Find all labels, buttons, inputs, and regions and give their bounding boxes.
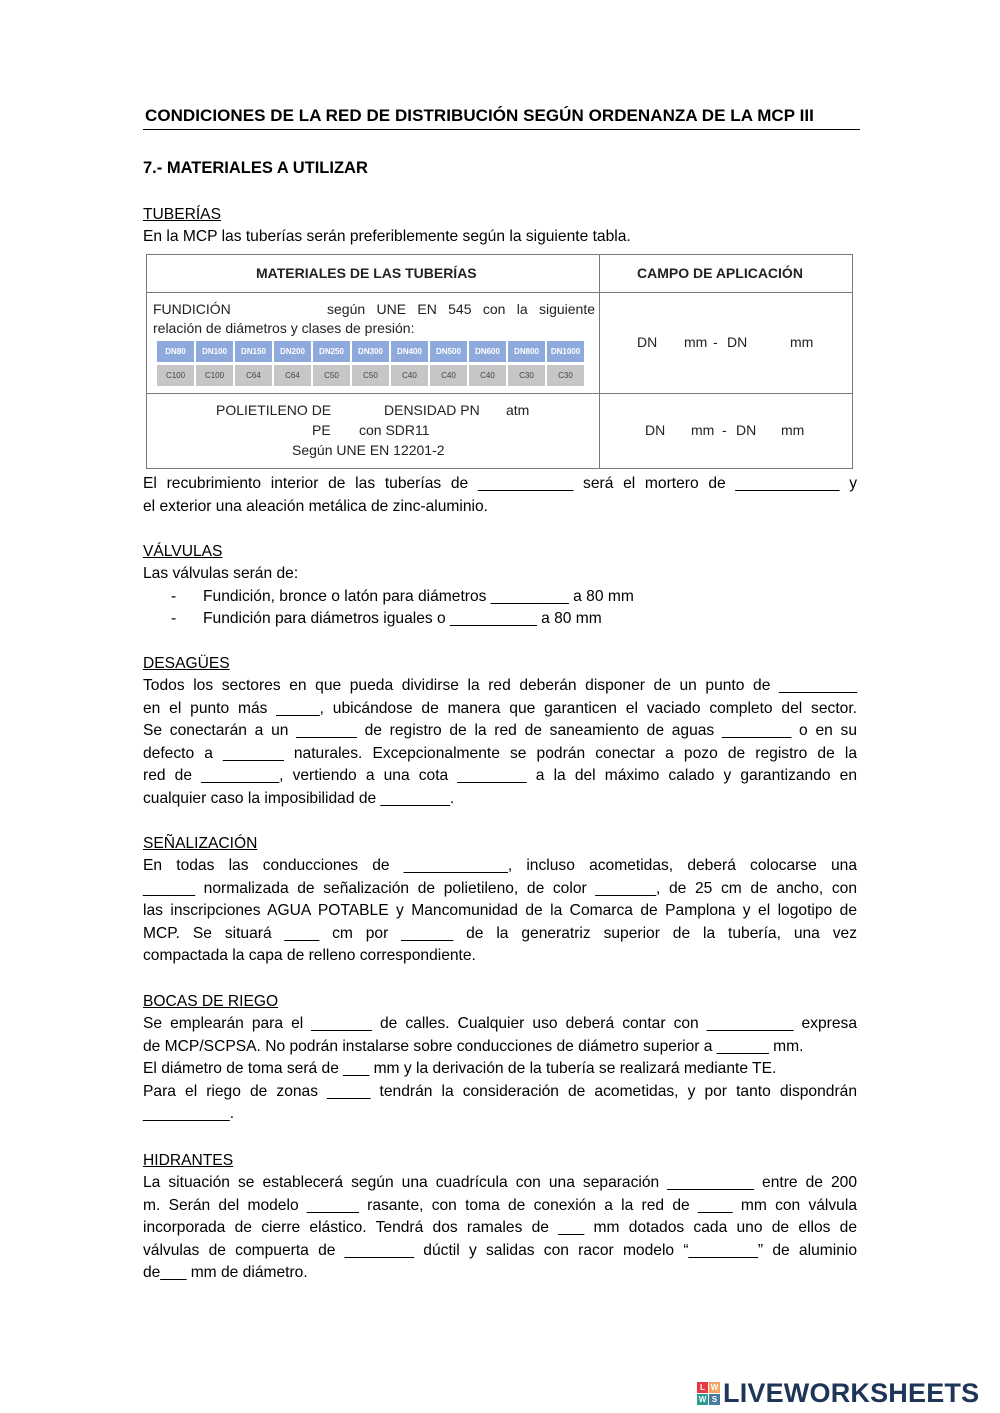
row1-standard: según UNE EN 545 con la siguiente (327, 301, 595, 317)
row2-atm: atm (506, 402, 530, 418)
text-line: cualquier caso la imposibilidad de ________. (143, 789, 455, 807)
list-item: - Fundición para diámetros iguales o __________ a 80 mm (171, 608, 857, 631)
text-line: Para el riego de zonas _____ tendrán la consideración de acometidas, y por tanto dispondrán (143, 1082, 857, 1100)
text-line: __________. (143, 1105, 235, 1123)
text-line: La situación se establecerá según una cuadrícula con una separación __________ entre de 200 (143, 1174, 857, 1191)
row2-range-sep: - (722, 422, 727, 438)
text-line: ______ normalizada de señalización de polietileno, de color _______, de 25 cm de ancho, con (143, 879, 857, 897)
liveworksheets-logo[interactable] (697, 1378, 979, 1409)
valvulas-list (171, 586, 857, 631)
text-line: de MCP/SCPSA. No podrán instalarse sobre conducciones de diámetro superior a ______ mm. (143, 1037, 804, 1055)
dn-chip: DN150 (235, 341, 272, 362)
hidrantes-heading: HIDRANTES (143, 1152, 234, 1169)
tuberias-heading: TUBERÍAS (143, 206, 221, 223)
text-line: compactada la capa de relleno correspondiente. (143, 947, 476, 965)
row2-range-mm1: mm (691, 422, 715, 438)
senalizacion-heading: SEÑALIZACIÓN (143, 835, 258, 852)
row2-standard: Según UNE EN 12201-2 (292, 442, 445, 458)
dn-chip: DN100 (196, 341, 233, 362)
table-header-materials: MATERIALES DE LAS TUBERÍAS (256, 265, 477, 281)
row1-material: FUNDICIÓN (153, 301, 231, 317)
row2-range-mm2: mm (781, 422, 805, 438)
text-line: red de _________, vertiendo a una cota ________ a la del máximo calado y garantizando en (143, 767, 857, 785)
class-chip: C64 (274, 365, 311, 386)
text-line: Se emplearán para el _______ de calles. Cualquier uso deberá contar con __________ expresa (143, 1015, 857, 1032)
text-line: en el punto más _____, ubicándose de manera que garanticen el vaciado completo del sector. (143, 699, 857, 717)
senalizacion-section (143, 833, 857, 968)
row1-range-mm1: mm (684, 334, 708, 350)
list-item: - Fundición, bronce o latón para diámetros _________ a 80 mm (171, 586, 857, 609)
pipe-materials-table (146, 254, 853, 469)
row1-range-dn2: DN (727, 334, 748, 350)
bocas-section (143, 991, 857, 1126)
row2-sdr: con SDR11 (359, 422, 430, 438)
dn-chip: DN600 (469, 341, 506, 362)
dn-chip: DN80 (157, 341, 194, 362)
row2-range-dn2: DN (736, 422, 757, 438)
logo-grid-icon: L W W S (698, 1383, 719, 1404)
tuberias-section (143, 204, 857, 249)
row1-desc: relación de diámetros y clases de presión: (153, 320, 415, 336)
text-line: el exterior una aleación metálica de zinc-aluminio. (143, 497, 488, 515)
row1-range-dn1: DN (637, 334, 658, 350)
dn-chip: DN250 (313, 341, 350, 362)
class-chip: C30 (547, 365, 584, 386)
text-line: de___ mm de diámetro. (143, 1264, 308, 1282)
row2-material: POLIETILENO DE (216, 402, 332, 418)
section-heading: 7.- MATERIALES A UTILIZAR (143, 159, 368, 177)
tuberias-intro: En la MCP las tuberías serán preferiblemente según la siguiente tabla. (143, 228, 631, 245)
row2-pe: PE (312, 422, 331, 438)
class-chip: C50 (313, 365, 350, 386)
text-line: El diámetro de toma será de ___ mm y la derivación de la tubería se realizará mediante TE. (143, 1060, 777, 1078)
row2-density: DENSIDAD PN (384, 402, 480, 418)
class-chip: C40 (391, 365, 428, 386)
text-line: defecto a _______ naturales. Excepcionalmente se podrán conectar a pozo de registro de la (143, 744, 857, 762)
valvulas-heading: VÁLVULAS (143, 543, 223, 560)
class-chip-row (157, 365, 584, 386)
class-chip: C40 (469, 365, 506, 386)
class-chip: C100 (196, 365, 233, 386)
desagues-section (143, 653, 857, 811)
logo-text: LIVEWORKSHEETS (723, 1378, 980, 1408)
valvulas-intro: Las válvulas serán de: (143, 565, 299, 582)
desagues-heading: DESAGÜES (143, 655, 230, 672)
dn-chip: DN500 (430, 341, 467, 362)
class-chip: C64 (235, 365, 272, 386)
dn-chip: DN400 (391, 341, 428, 362)
text-line: Todos los sectores en que pueda dividirse la red deberán disponer de un punto de _________ (143, 677, 857, 694)
text-line: En todas las conducciones de ____________, incluso acometidas, deberá colocarse una (143, 857, 857, 874)
text-line: El recubrimiento interior de las tuberías de ___________ será el mortero de ____________ y (143, 475, 857, 492)
valvulas-section (143, 541, 857, 631)
row1-range-sep: - (713, 334, 718, 350)
text-line: las inscripciones AGUA POTABLE y Mancomunidad de la Comarca de Pamplona y el logotipo de (143, 902, 857, 920)
dn-chip: DN1000 (547, 341, 584, 362)
bocas-heading: BOCAS DE RIEGO (143, 993, 279, 1010)
document-title: CONDICIONES DE LA RED DE DISTRIBUCIÓN SEGÚN ORDENANZA DE LA MCP III (143, 106, 860, 130)
row1-range-mm2: mm (790, 334, 814, 350)
dn-chip: DN200 (274, 341, 311, 362)
text-line: MCP. Se situará ____ cm por ______ de la generatriz superior de la tubería, una vez (143, 924, 857, 942)
table-header-application: CAMPO DE APLICACIÓN (637, 265, 803, 281)
dn-chip: DN800 (508, 341, 545, 362)
class-chip: C100 (157, 365, 194, 386)
class-chip: C30 (508, 365, 545, 386)
text-line: válvulas de compuerta de ________ dúctil y salidas con racor modelo “________” de aluminio (143, 1241, 857, 1259)
class-chip: C50 (352, 365, 389, 386)
class-chip: C40 (430, 365, 467, 386)
text-line: incorporada de cierre elástico. Tendrá dos ramales de ___ mm dotados cada uno de ellos de (143, 1219, 857, 1237)
text-line: Se conectarán a un _______ de registro de la red de saneamiento de aguas ________ o en su (143, 722, 857, 740)
text-line: m. Serán del modelo ______ rasante, con toma de conexión a la red de ____ mm con válvula (143, 1196, 857, 1214)
tuberias-coating-text (143, 473, 857, 518)
row2-range-dn1: DN (645, 422, 666, 438)
dn-chip: DN300 (352, 341, 389, 362)
hidrantes-section (143, 1150, 857, 1285)
dn-chip-row (157, 341, 584, 362)
